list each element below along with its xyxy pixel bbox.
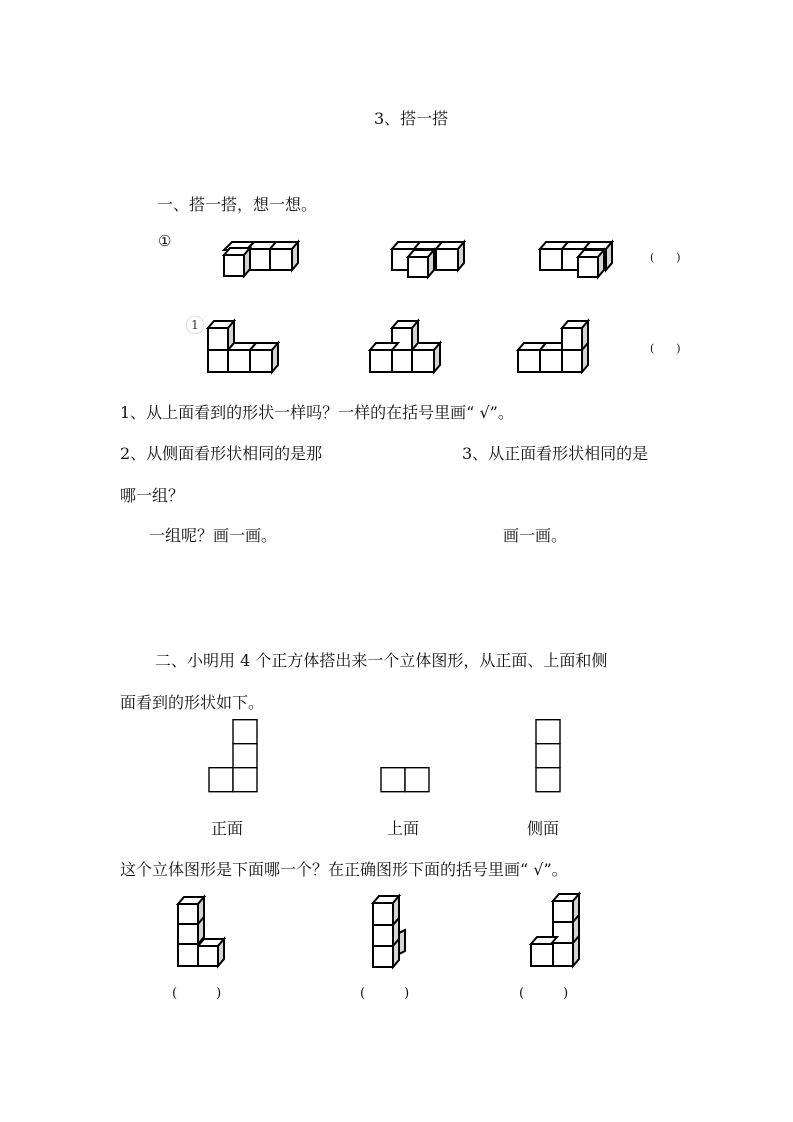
row-2-answer-paren[interactable] bbox=[650, 340, 681, 356]
question-2-line-2: 一组呢？画一画。 bbox=[149, 526, 278, 545]
view-top bbox=[380, 767, 432, 793]
figure-row2-b bbox=[368, 318, 448, 374]
view-side-label: 侧面 bbox=[527, 819, 560, 838]
section-1-heading: 一、搭一搭，想一想。 bbox=[157, 195, 318, 214]
question-2-line-1: 2、从侧面看形状相同的是那 bbox=[120, 444, 323, 463]
row-2-marker: 1 bbox=[186, 316, 204, 334]
question-3-line-2: 哪一组？ bbox=[120, 486, 185, 505]
option-b-figure bbox=[371, 893, 421, 969]
row-1-answer-paren[interactable] bbox=[650, 249, 681, 265]
answer-blank[interactable]: ( ) bbox=[650, 342, 681, 355]
question-1: 1、从上面看到的形状一样吗？一样的在括号里画“ √”。 bbox=[120, 403, 514, 422]
question-3-line-1: 3、从正面看形状相同的是 bbox=[462, 444, 649, 463]
section-2-heading-line-2: 面看到的形状如下。 bbox=[120, 693, 265, 712]
answer-blank[interactable]: ( ) bbox=[650, 251, 681, 264]
option-c-answer-paren[interactable] bbox=[519, 982, 568, 1001]
row-1-marker: ① bbox=[158, 232, 172, 250]
question-3-line-3: 画一画。 bbox=[503, 526, 568, 545]
figure-row1-c bbox=[538, 238, 628, 280]
figure-row1-b bbox=[390, 238, 480, 280]
page-title: 3、搭一搭 bbox=[374, 109, 449, 128]
view-front-label: 正面 bbox=[211, 819, 244, 838]
figure-row2-c bbox=[516, 318, 596, 374]
figure-row1-a bbox=[220, 238, 310, 280]
view-top-label: 上面 bbox=[387, 819, 420, 838]
option-c-figure bbox=[529, 891, 589, 971]
answer-blank[interactable]: ( ) bbox=[172, 986, 222, 1001]
option-b-answer-paren[interactable] bbox=[360, 982, 409, 1001]
view-front bbox=[208, 719, 260, 793]
answer-blank[interactable]: ( ) bbox=[360, 986, 410, 1001]
figure-row2-a bbox=[206, 318, 286, 374]
section-2-heading-line-1: 二、小明用 4 个正方体搭出来一个立体图形，从正面、上面和侧 bbox=[155, 651, 608, 670]
view-side bbox=[535, 719, 563, 793]
answer-blank[interactable]: ( ) bbox=[519, 986, 569, 1001]
section-2-question: 这个立体图形是下面哪一个？在正确图形下面的括号里画“ √”。 bbox=[120, 860, 568, 879]
option-a-answer-paren[interactable] bbox=[172, 982, 221, 1001]
option-a-figure bbox=[176, 895, 236, 971]
